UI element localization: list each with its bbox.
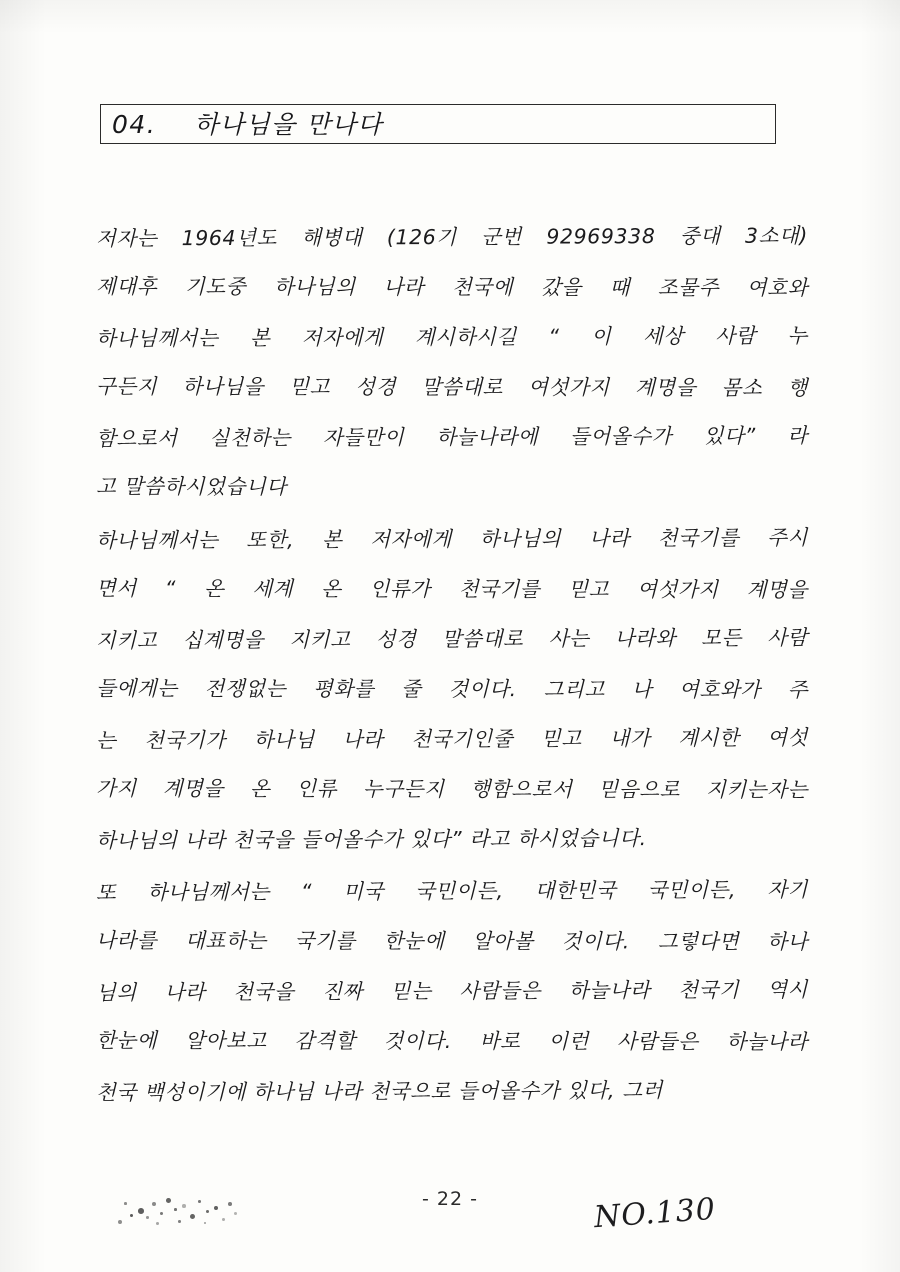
scan-shadow-right (860, 0, 900, 1272)
text-line: 가지 계명을 온 인류 누구든지 행함으로서 믿음으로 지키는자는 (95, 776, 809, 802)
text-line: 함으로서 실천하는 자들만이 하늘나라에 들어올수가 있다” 라 (95, 423, 808, 451)
text-line: 하나님의 나라 천국을 들어올수가 있다” 라고 하시었습니다. (95, 826, 647, 853)
page-number: - 22 - (422, 1188, 478, 1210)
text-line: 면서 “ 온 세계 온 인류가 천국기를 믿고 여섯가지 계명을 (95, 576, 808, 602)
text-line: 구든지 하나님을 믿고 성경 말씀대로 여섯가지 계명을 몸소 행 (95, 374, 808, 400)
text-line: 들에게는 전쟁없는 평화를 줄 것이다. 그리고 나 여호와가 주 (95, 676, 809, 702)
text-line: 는 천국기가 하나님 나라 천국기인줄 믿고 내가 계시한 여섯 (95, 725, 809, 753)
scan-shadow-top (0, 0, 900, 34)
paragraph (96, 212, 808, 512)
paragraph (96, 866, 808, 1116)
text-line: 하나님께서는 또한, 본 저자에게 하나님의 나라 천국기를 주시 (95, 525, 809, 553)
chapter-number: 04. (112, 110, 157, 139)
text-line: 하나님께서는 본 저자에게 계시하시길 “ 이 세상 사람 누 (95, 323, 808, 351)
text-line: 고 말씀하시었습니다 (95, 474, 287, 499)
text-line: 한눈에 알아보고 감격할 것이다. 바로 이런 사람들은 하늘나라 (95, 1028, 808, 1054)
text-line: 천국 백성이기에 하나님 나라 천국으로 들어올수가 있다, 그러 (95, 1078, 664, 1105)
chapter-title (112, 108, 772, 142)
body-text (96, 212, 808, 1118)
text-line: 님의 나라 천국을 진짜 믿는 사람들은 하늘나라 천국기 역시 (95, 977, 809, 1005)
paragraph (96, 514, 808, 864)
text-line: 지키고 십계명을 지키고 성경 말씀대로 사는 나라와 모든 사람 (95, 625, 808, 653)
text-line: 나라를 대표하는 국기를 한눈에 알아볼 것이다. 그렇다면 하나 (95, 928, 808, 954)
text-line: 제대후 기도중 하나님의 나라 천국에 갔을 때 조물주 여호와 (95, 274, 809, 300)
text-line: 저자는 1964년도 해병대 (126기 군번 92969338 중대 3소대) (95, 223, 809, 251)
chapter-title-text: 하나님을 만나다 (194, 110, 384, 139)
ink-speckles (108, 1190, 238, 1240)
archive-number-handwritten: NO.130 (592, 1191, 717, 1236)
scan-shadow-left (0, 0, 46, 1272)
text-line: 또 하나님께서는 “ 미국 국민이든, 대한민국 국민이든, 자기 (95, 877, 809, 905)
